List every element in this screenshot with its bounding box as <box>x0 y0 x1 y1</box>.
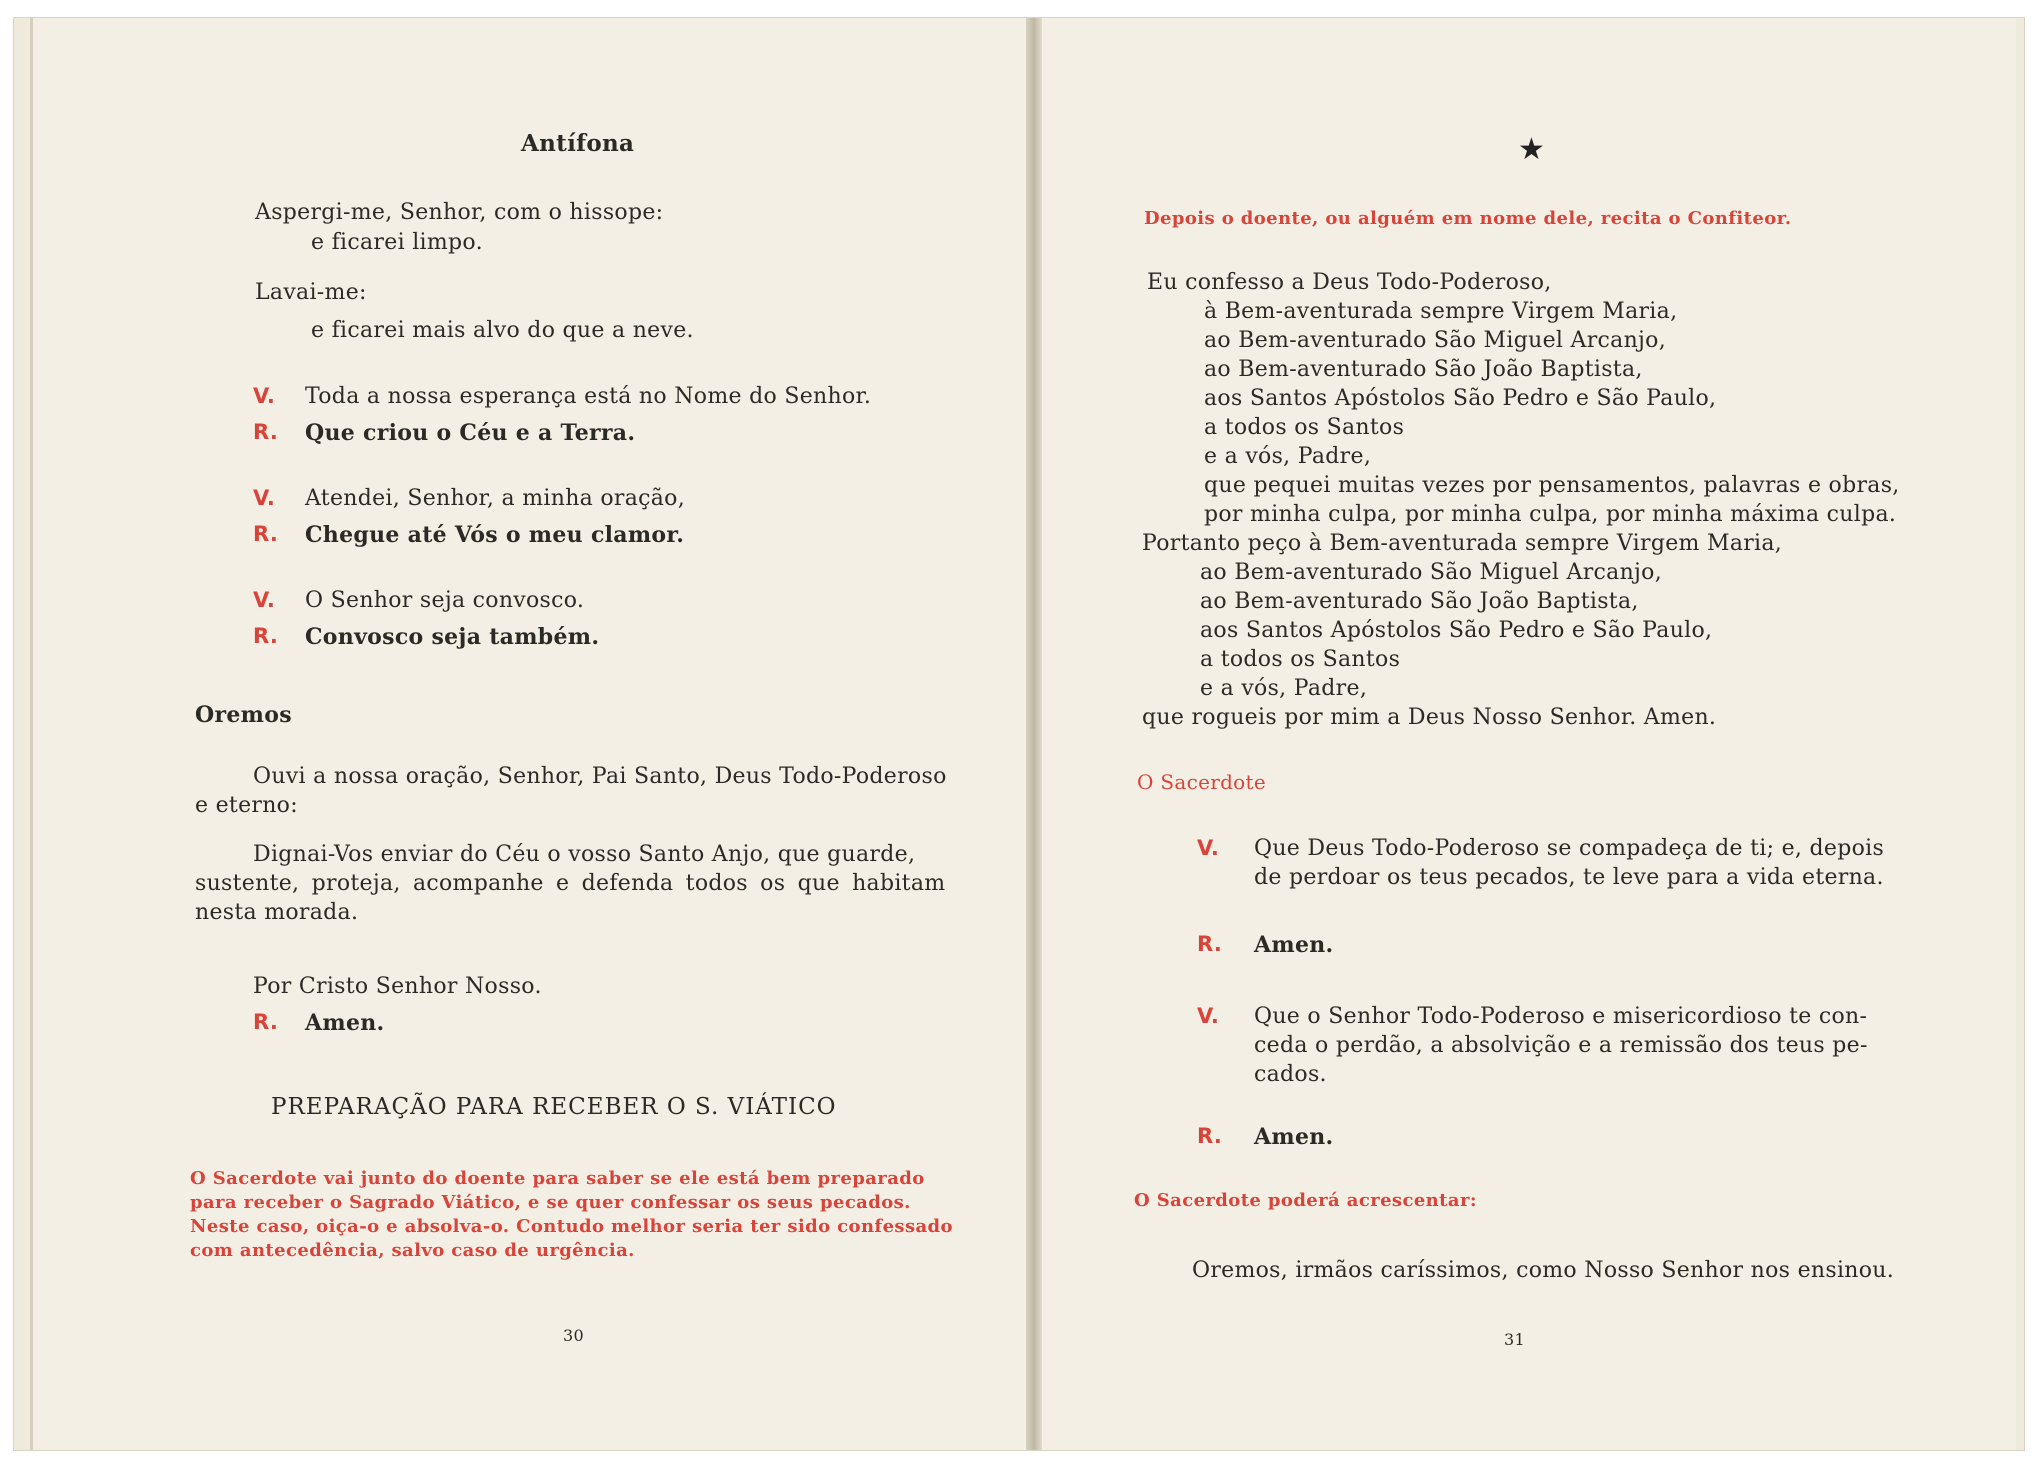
page-number: 30 <box>563 1326 584 1345</box>
versicle-text: Que o Senhor Todo-Poderoso e misericordioso te con- <box>1254 1004 1868 1029</box>
confiteor-line: Eu confesso a Deus Todo-Poderoso, <box>1147 270 1552 295</box>
versicle-mark: V. <box>253 486 276 510</box>
versicle-mark: V. <box>1197 1004 1220 1028</box>
section-title: PREPARAÇÃO PARA RECEBER O S. VIÁTICO <box>271 1094 837 1120</box>
confiteor-line: a todos os Santos <box>1200 647 1401 672</box>
final-prayer-line: Oremos, irmãos caríssimos, como Nosso Senhor nos ensinou. <box>1192 1258 1895 1283</box>
rubric-line: Depois o doente, ou alguém em nome dele, recita o Confiteor. <box>1144 208 1792 229</box>
confiteor-line: ao Bem-aventurado São João Baptista, <box>1200 589 1639 614</box>
versicle-mark: V. <box>253 588 276 612</box>
confiteor-line: ao Bem-aventurado São João Baptista, <box>1204 357 1643 382</box>
antiphon-line: Lavai-me: <box>255 280 367 305</box>
prayer-line: sustente, proteja, acompanhe e defenda todos os que habitam <box>195 871 946 896</box>
left-page <box>30 18 1029 1450</box>
book-spread <box>14 18 2024 1450</box>
response-text: Chegue até Vós o meu clamor. <box>305 522 685 548</box>
response-mark: R. <box>1197 932 1223 956</box>
page-number: 31 <box>1504 1330 1525 1349</box>
confiteor-line: por minha culpa, por minha culpa, por minha máxima culpa. <box>1204 502 1897 527</box>
versicle-text: Que Deus Todo-Poderoso se compadeça de ti; e, depois <box>1254 836 1885 861</box>
rubric-line: O Sacerdote poderá acrescentar: <box>1134 1190 1477 1211</box>
confiteor-line: que pequei muitas vezes por pensamentos, palavras e obras, <box>1204 473 1900 498</box>
response-text: Amen. <box>1254 1124 1334 1150</box>
confiteor-line: que rogueis por mim a Deus Nosso Senhor. Amen. <box>1142 705 1717 730</box>
versicle-text: ceda o perdão, a absolvição e a remissão dos teus pe- <box>1254 1033 1868 1058</box>
versicle-text: O Senhor seja convosco. <box>305 588 585 613</box>
sacerdote-label: O Sacerdote <box>1137 770 1266 794</box>
versicle-mark: V. <box>1197 836 1220 860</box>
confiteor-line: e a vós, Padre, <box>1200 676 1368 701</box>
response-mark: R. <box>253 1010 279 1034</box>
prayer-line: Dignai-Vos enviar do Céu o vosso Santo Anjo, que guarde, <box>253 842 916 867</box>
book-gutter <box>1026 18 1042 1450</box>
prayer-line: e eterno: <box>195 793 298 818</box>
response-text: Convosco seja também. <box>305 624 600 650</box>
confiteor-line: e a vós, Padre, <box>1204 444 1372 469</box>
prayer-line: Ouvi a nossa oração, Senhor, Pai Santo, Deus Todo-Poderoso <box>253 764 947 789</box>
versicle-text: de perdoar os teus pecados, te leve para a vida eterna. <box>1254 865 1884 890</box>
response-mark: R. <box>253 624 279 648</box>
confiteor-line: aos Santos Apóstolos São Pedro e São Paulo, <box>1204 386 1717 411</box>
response-text: Amen. <box>1254 932 1334 958</box>
versicle-mark: V. <box>253 384 276 408</box>
confiteor-line: à Bem-aventurada sempre Virgem Maria, <box>1204 299 1678 324</box>
confiteor-line: Portanto peço à Bem-aventurada sempre Virgem Maria, <box>1142 531 1783 556</box>
rubric-line: O Sacerdote vai junto do doente para saber se ele está bem preparado <box>190 1168 925 1189</box>
response-mark: R. <box>253 522 279 546</box>
rubric-line: Neste caso, oiça-o e absolva-o. Contudo melhor seria ter sido confessado <box>190 1216 953 1237</box>
confiteor-line: ao Bem-aventurado São Miguel Arcanjo, <box>1204 328 1666 353</box>
versicle-text: Atendei, Senhor, a minha oração, <box>305 486 686 511</box>
antiphon-heading: Antífona <box>521 130 635 157</box>
prayer-line: nesta morada. <box>195 900 359 925</box>
response-mark: R. <box>1197 1124 1223 1148</box>
response-mark: R. <box>253 420 279 444</box>
rubric-line: para receber o Sagrado Viático, e se quer confessar os seus pecados. <box>190 1192 911 1213</box>
confiteor-line: a todos os Santos <box>1204 415 1405 440</box>
antiphon-line: e ficarei limpo. <box>311 230 483 255</box>
antiphon-line: Aspergi-me, Senhor, com o hissope: <box>255 200 664 225</box>
response-text: Que criou o Céu e a Terra. <box>305 420 636 446</box>
oremos-heading: Oremos <box>195 702 292 728</box>
antiphon-line: e ficarei mais alvo do que a neve. <box>311 318 694 343</box>
response-text: Amen. <box>305 1010 385 1036</box>
right-page <box>1042 18 2016 1450</box>
confiteor-line: ao Bem-aventurado São Miguel Arcanjo, <box>1200 560 1662 585</box>
rubric-line: com antecedência, salvo caso de urgência. <box>190 1240 635 1261</box>
star-icon: ★ <box>1518 132 1546 167</box>
versicle-text: Toda a nossa esperança está no Nome do Senhor. <box>305 384 872 409</box>
versicle-text: cados. <box>1254 1062 1327 1087</box>
confiteor-line: aos Santos Apóstolos São Pedro e São Paulo, <box>1200 618 1713 643</box>
closing-line: Por Cristo Senhor Nosso. <box>253 974 542 999</box>
